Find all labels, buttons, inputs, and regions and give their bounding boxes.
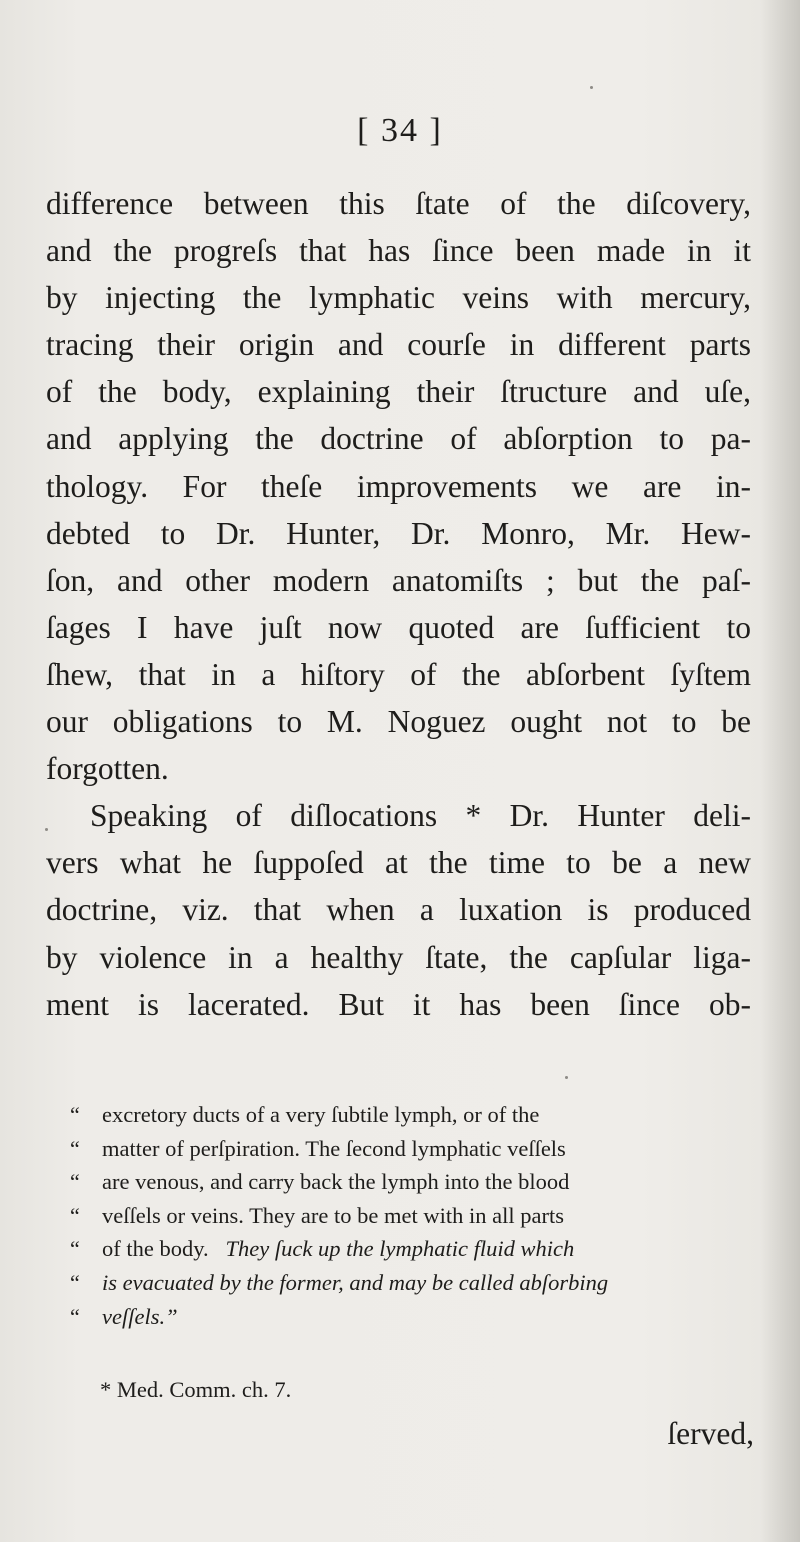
footnote-line	[70, 1098, 770, 1132]
footnote-italic-text: veſſels.”	[102, 1303, 178, 1329]
footnote-line	[70, 1199, 770, 1233]
quote-mark: “	[70, 1102, 80, 1127]
quote-mark: “	[70, 1236, 80, 1262]
footnote-line-text: matter of perſpiration. The ſecond lymphatic veſſels	[102, 1135, 566, 1161]
footnote-line-text: excretory ducts of a very ſubtile lymph, or of the	[102, 1102, 540, 1127]
body-line: doctrine, viz. that when a luxation is produced	[46, 892, 751, 928]
footnote-italic-text: is evacuated by the former, and may be called abſorbing	[102, 1269, 609, 1295]
footnote-line	[70, 1165, 770, 1199]
catchword: ſerved,	[667, 1416, 754, 1451]
body-line: forgotten.	[46, 751, 169, 787]
body-line: vers what he ſuppoſed at the time to be a new	[46, 845, 751, 881]
paper-speck	[590, 86, 593, 89]
paper-speck	[565, 1076, 568, 1079]
body-line: ment is lacerated. But it has been ſince ob-	[46, 986, 751, 1022]
body-line: difference between this ſtate of the diſcovery,	[46, 186, 751, 221]
body-line: our obligations to M. Noguez ought not to be	[46, 704, 751, 740]
footnote-line-text: are venous, and carry back the lymph into the blood	[102, 1169, 570, 1195]
footnote-italic-text: They ſuck up the lymphatic fluid which	[225, 1236, 575, 1262]
body-line: of the body, explaining their ſtructure and uſe,	[46, 374, 751, 410]
footnote-line	[70, 1232, 770, 1266]
body-line: Speaking of diſlocations * Dr. Hunter deli-	[90, 798, 751, 834]
footnote-line	[70, 1132, 770, 1166]
footnote-line	[70, 1300, 770, 1334]
body-line: by violence in a healthy ſtate, the capſular liga-	[46, 939, 751, 975]
body-line: ſhew, that in a hiſtory of the abſorbent ſyſtem	[46, 656, 751, 692]
page-number: [ 34 ]	[357, 112, 443, 149]
body-line: and the progreſs that has ſince been made in it	[46, 233, 751, 269]
footnote-reference: * Med. Comm. ch. 7.	[100, 1377, 292, 1402]
quote-mark: “	[70, 1269, 80, 1295]
body-line: debted to Dr. Hunter, Dr. Monro, Mr. Hew-	[46, 515, 751, 551]
footnote-line	[70, 1266, 770, 1300]
quote-mark: “	[70, 1303, 80, 1329]
footnote-line-text: veſſels or veins. They are to be met with in all parts	[102, 1202, 564, 1228]
body-line: thology. For theſe improvements we are in-	[46, 468, 751, 504]
quote-mark: “	[70, 1169, 80, 1195]
footnote-line-text: of the body.	[102, 1236, 209, 1262]
body-text	[46, 180, 751, 1028]
body-line: by injecting the lymphatic veins with mercury,	[46, 280, 751, 316]
body-line: and applying the doctrine of abſorption to pa-	[46, 421, 751, 457]
body-line: tracing their origin and courſe in different parts	[46, 327, 751, 363]
quote-mark: “	[70, 1135, 80, 1161]
body-line: ſages I have juſt now quoted are ſufficient to	[46, 609, 751, 645]
footnote-quotation	[70, 1098, 770, 1333]
body-line: ſon, and other modern anatomiſts ; but the paſ-	[46, 562, 751, 598]
quote-mark: “	[70, 1202, 80, 1228]
